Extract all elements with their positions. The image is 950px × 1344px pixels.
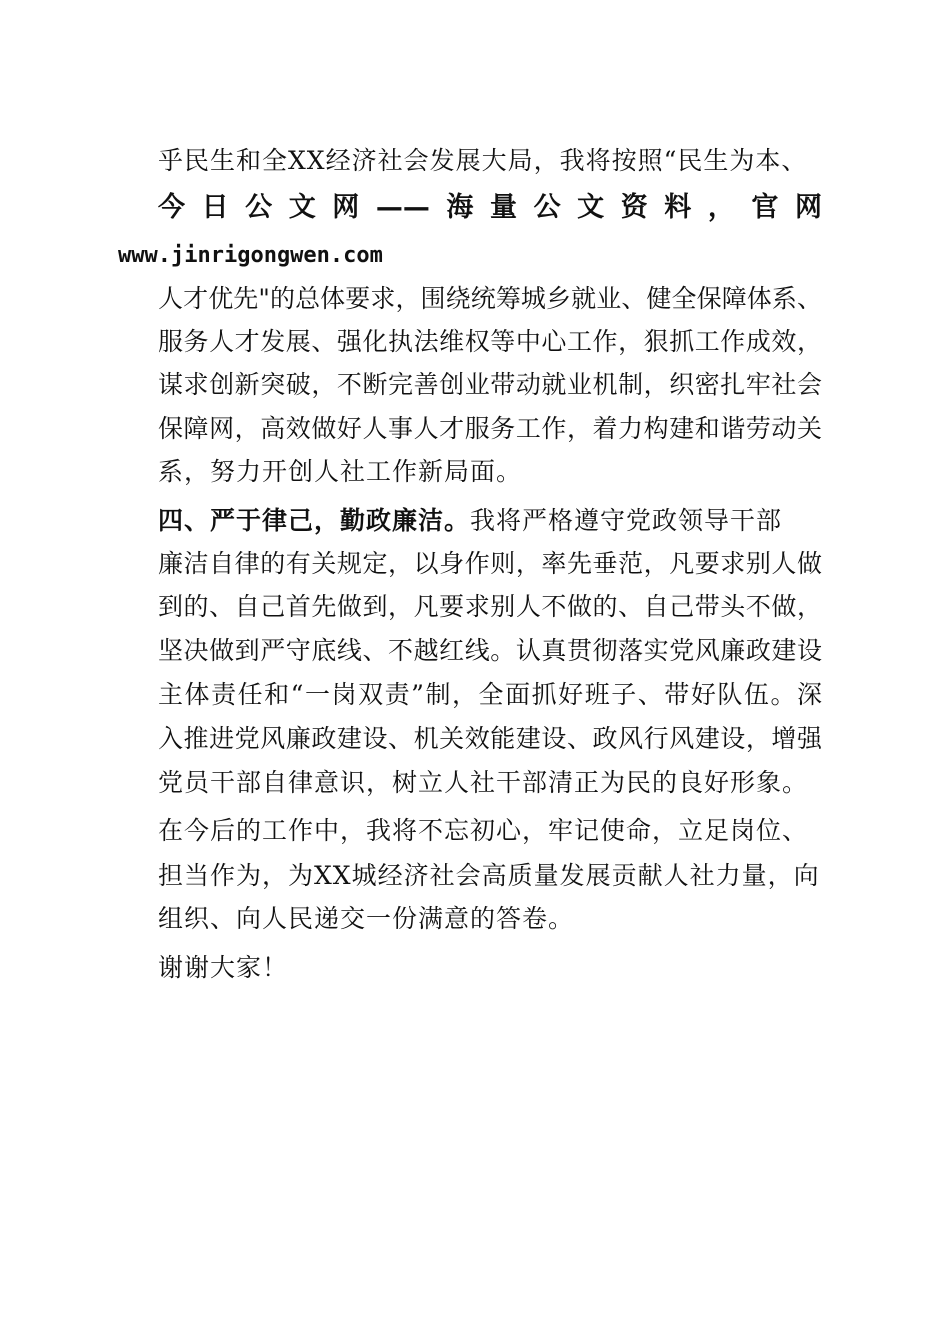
section4-first-line-rest: 我将严格遵守党政领导干部 [470,506,783,535]
watermark-url[interactable]: www.jinrigongwen.com [118,243,383,268]
section4-line: 党员干部自律意识，树立人社干部清正为民的良好形象。 [158,768,809,797]
section4-line: 坚决做到严守底线、不越红线。认真贯彻落实党风廉政建设 [158,636,822,665]
thanks-line: 谢谢大家！ [158,953,289,982]
section4-line: 到的、自己首先做到，凡要求别人不做的、自己带头不做， [158,592,822,621]
para1-line: 系，努力开创人社工作新局面。 [158,457,523,486]
section4-heading: 四、严于律己，勤政廉洁。 [158,506,471,535]
section4-line: 主体责任和“一岗双责”制，全面抓好班子、带好队伍。深 [158,680,822,709]
closing-line: 在今后的工作中，我将不忘初心，牢记使命，立足岗位、 [158,816,809,845]
closing-line: 组织、向人民递交一份满意的答卷。 [158,904,575,933]
intro-line: 乎民生和全XX经济社会发展大局，我将按照“民生为本、 [158,146,808,175]
section4-line: 入推进党风廉政建设、机关效能建设、政风行风建设，增强 [158,724,822,753]
watermark-banner: 今日公文网——海量公文资料，官网 [158,192,822,223]
para1-line: 保障网，高效做好人事人才服务工作，着力构建和谐劳动关 [158,414,822,443]
section4-first-line [158,506,782,536]
section4-line: 廉洁自律的有关规定，以身作则，率先垂范，凡要求别人做 [158,549,822,578]
closing-line: 担当作为，为XX城经济社会高质量发展贡献人社力量，向 [158,861,820,890]
para1-line: 人才优先"的总体要求，围绕统筹城乡就业、健全保障体系、 [158,284,822,313]
para1-line: 服务人才发展、强化执法维权等中心工作，狠抓工作成效， [158,327,822,356]
para1-line: 谋求创新突破，不断完善创业带动就业机制，织密扎牢社会 [158,370,822,399]
